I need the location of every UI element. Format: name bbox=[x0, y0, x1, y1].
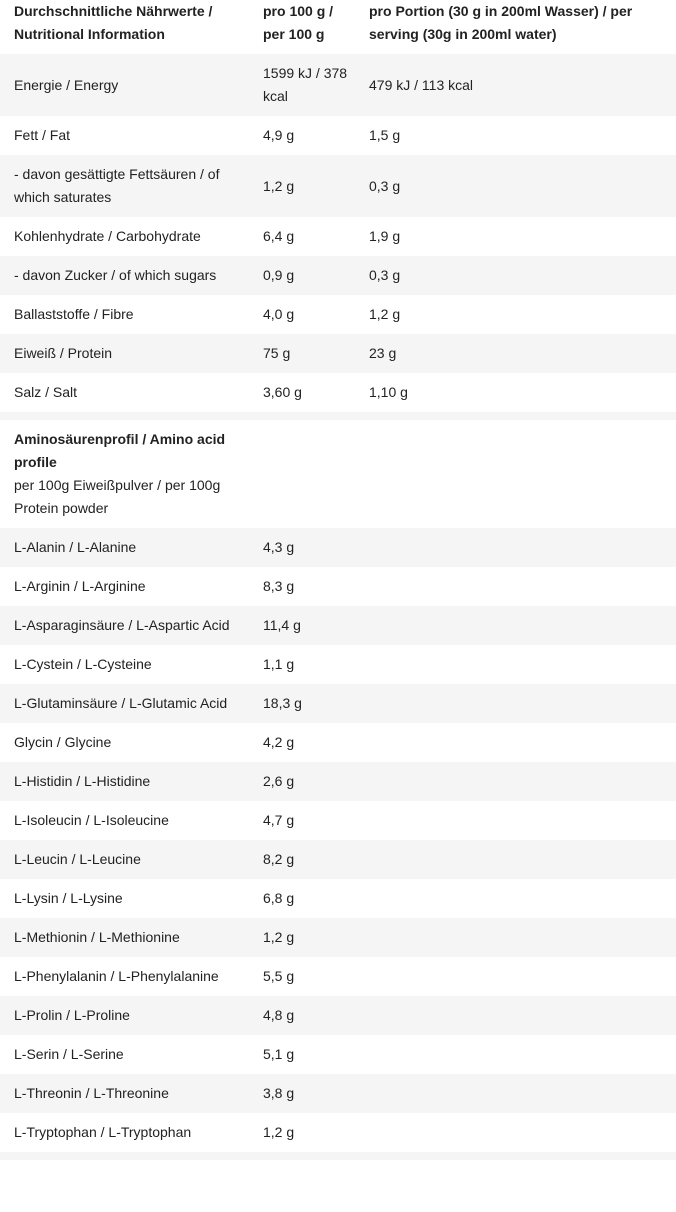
nutrient-per-portion: 479 kJ / 113 kcal bbox=[355, 54, 676, 116]
nutrient-per-portion: 1,2 g bbox=[369, 306, 401, 322]
nutrient-per-portion: 23 g bbox=[355, 334, 676, 373]
amino-name: L-Prolin / L-Proline bbox=[0, 996, 249, 1035]
amino-value: 5,5 g bbox=[263, 968, 295, 984]
amino-name: L-Threonin / L-Threonine bbox=[0, 1074, 249, 1113]
nutrient-per-portion: 1,5 g bbox=[369, 127, 401, 143]
header-per-portion: pro Portion (30 g in 200ml Wasser) / per serving (30g in 200ml water) bbox=[369, 3, 633, 42]
table-row bbox=[0, 879, 676, 918]
header-per-100g: pro 100 g / per 100 g bbox=[263, 3, 334, 42]
table-row bbox=[0, 723, 676, 762]
amino-value: 2,6 g bbox=[249, 762, 355, 801]
table-row bbox=[0, 762, 676, 801]
amino-value: 6,8 g bbox=[263, 890, 295, 906]
amino-value: 4,7 g bbox=[263, 812, 295, 828]
amino-value: 1,2 g bbox=[249, 918, 355, 957]
nutrient-per-100g: 4,9 g bbox=[263, 127, 295, 143]
table-row bbox=[0, 606, 676, 645]
table-row bbox=[0, 1074, 676, 1113]
nutrient-per-portion: 1,9 g bbox=[369, 228, 401, 244]
table-row bbox=[0, 334, 676, 373]
amino-header-cell bbox=[0, 420, 249, 528]
nutrient-name: - davon gesättigte Fettsäuren / of which saturates bbox=[0, 155, 249, 217]
table-row bbox=[0, 1113, 676, 1152]
amino-subtitle: per 100g Eiweißpulver / per 100g Protein powder bbox=[14, 477, 221, 516]
amino-value: 11,4 g bbox=[249, 606, 355, 645]
amino-value: 4,8 g bbox=[249, 996, 355, 1035]
amino-value: 1,1 g bbox=[263, 656, 295, 672]
table-row bbox=[0, 957, 676, 996]
nutrient-name: Kohlenhydrate / Carbohydrate bbox=[14, 228, 201, 244]
table-row bbox=[0, 155, 676, 217]
amino-name: Glycin / Glycine bbox=[14, 734, 112, 750]
amino-name: L-Alanin / L-Alanine bbox=[0, 528, 249, 567]
amino-name: L-Tryptophan / L-Tryptophan bbox=[14, 1124, 192, 1140]
nutrient-per-100g: 75 g bbox=[249, 334, 355, 373]
nutrient-per-portion: 0,3 g bbox=[355, 155, 676, 217]
nutrient-name: Ballaststoffe / Fibre bbox=[14, 306, 134, 322]
table-row bbox=[0, 116, 676, 155]
amino-name: L-Phenylalanin / L-Phenylalanine bbox=[14, 968, 219, 984]
table-row bbox=[0, 217, 676, 256]
nutrient-per-portion: 1,10 g bbox=[369, 384, 408, 400]
spacer-row bbox=[0, 412, 676, 420]
nutrient-per-portion: 0,3 g bbox=[355, 256, 676, 295]
amino-name: L-Isoleucin / L-Isoleucine bbox=[14, 812, 169, 828]
table-row bbox=[0, 645, 676, 684]
amino-value: 8,3 g bbox=[263, 578, 295, 594]
header-nutrient: Durchschnittliche Nährwerte / Nutritional Information bbox=[14, 3, 213, 42]
table-row bbox=[0, 295, 676, 334]
amino-name: L-Serin / L-Serine bbox=[14, 1046, 124, 1062]
amino-name: L-Histidin / L-Histidine bbox=[0, 762, 249, 801]
spacer-row bbox=[0, 1152, 676, 1160]
nutrient-per-100g: 6,4 g bbox=[263, 228, 295, 244]
table-row bbox=[0, 840, 676, 879]
table-row bbox=[0, 373, 676, 412]
nutrient-name: Fett / Fat bbox=[14, 127, 71, 143]
table-row bbox=[0, 684, 676, 723]
amino-name: L-Arginin / L-Arginine bbox=[14, 578, 146, 594]
amino-value: 3,8 g bbox=[249, 1074, 355, 1113]
amino-value: 8,2 g bbox=[249, 840, 355, 879]
amino-value: 1,2 g bbox=[263, 1124, 295, 1140]
amino-title: Aminosäurenprofil / Amino acid profile bbox=[14, 431, 226, 470]
amino-value: 4,2 g bbox=[263, 734, 295, 750]
nutrient-name: Salz / Salt bbox=[14, 384, 78, 400]
amino-name: L-Leucin / L-Leucine bbox=[0, 840, 249, 879]
table-row bbox=[0, 528, 676, 567]
amino-name: L-Lysin / L-Lysine bbox=[14, 890, 123, 906]
amino-value: 18,3 g bbox=[249, 684, 355, 723]
amino-value: 5,1 g bbox=[263, 1046, 295, 1062]
nutrient-per-100g: 3,60 g bbox=[263, 384, 302, 400]
header-row bbox=[0, 0, 676, 54]
amino-name: L-Cystein / L-Cysteine bbox=[14, 656, 152, 672]
nutrient-per-100g: 1,2 g bbox=[249, 155, 355, 217]
table-row bbox=[0, 567, 676, 606]
nutrient-name: Eiweiß / Protein bbox=[0, 334, 249, 373]
nutrient-per-100g: 4,0 g bbox=[263, 306, 295, 322]
nutrient-per-100g: 1599 kJ / 378 kcal bbox=[249, 54, 355, 116]
table-row bbox=[0, 801, 676, 840]
table-row bbox=[0, 996, 676, 1035]
nutrient-per-100g: 0,9 g bbox=[249, 256, 355, 295]
nutrient-name: - davon Zucker / of which sugars bbox=[0, 256, 249, 295]
amino-header-row bbox=[0, 420, 676, 528]
table-row bbox=[0, 1035, 676, 1074]
amino-name: L-Asparaginsäure / L-Aspartic Acid bbox=[0, 606, 249, 645]
table-row bbox=[0, 54, 676, 116]
table-row bbox=[0, 256, 676, 295]
table-row bbox=[0, 918, 676, 957]
amino-name: L-Glutaminsäure / L-Glutamic Acid bbox=[0, 684, 249, 723]
amino-value: 4,3 g bbox=[249, 528, 355, 567]
amino-name: L-Methionin / L-Methionine bbox=[0, 918, 249, 957]
nutrient-name: Energie / Energy bbox=[0, 54, 249, 116]
